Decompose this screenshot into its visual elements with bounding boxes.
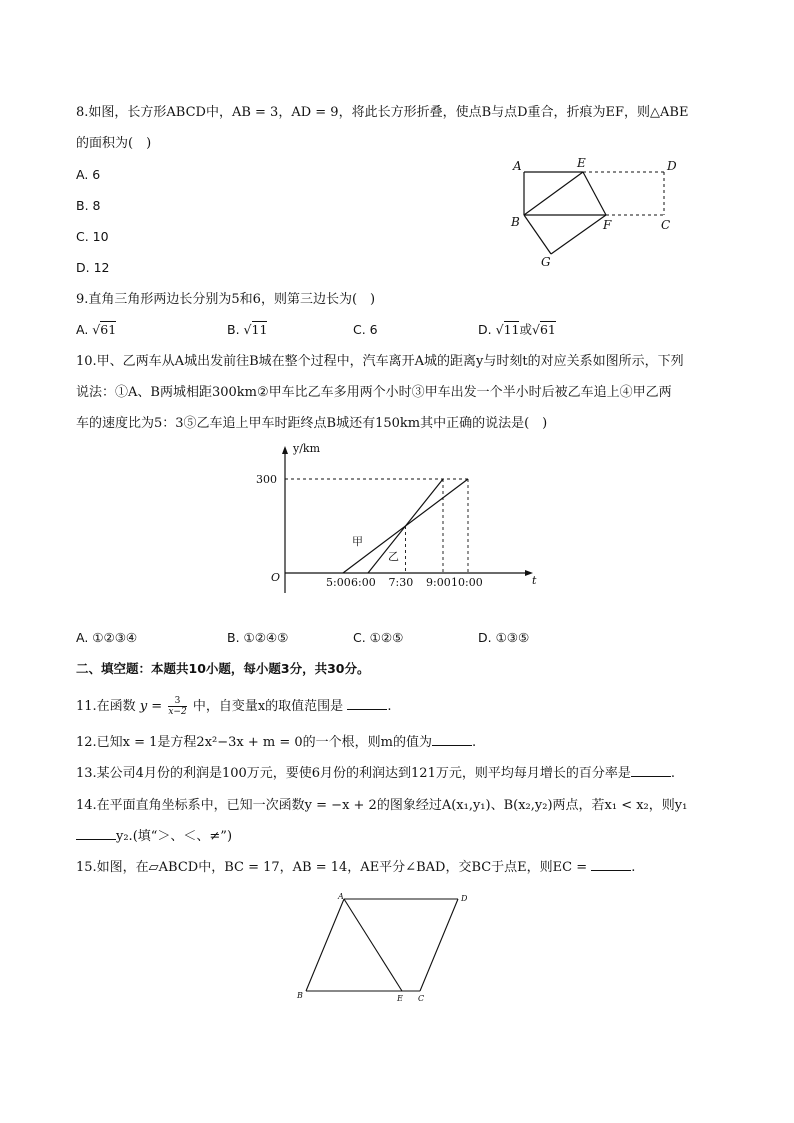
x-tick-730: 7:30: [388, 576, 414, 589]
q13-period: .: [670, 766, 675, 781]
q14-answer-blank[interactable]: [76, 827, 116, 840]
q8-option-d: D. 12: [76, 260, 110, 275]
segment-dc: [420, 899, 458, 991]
label-b: B: [511, 215, 520, 229]
x-tick-500: 5:00: [326, 576, 351, 589]
label-f: F: [603, 218, 612, 232]
q11-period: .: [387, 699, 392, 714]
q11-suffix: 中，自变量x的取值范围是: [192, 699, 344, 714]
y-axis-arrow: [282, 446, 288, 454]
x-tick-900: 9:00: [426, 576, 451, 589]
label-e: E: [397, 994, 403, 1003]
q15-period: .: [631, 860, 636, 875]
q15: [76, 858, 635, 878]
q8-option-a: A. 6: [76, 167, 101, 182]
q15-text: 15.如图，在▱ABCD中，BC = 17，AB = 14，AE平分∠BAD，交BC于点E，则EC =: [76, 860, 588, 875]
q10-option-a: A. ①②③④: [76, 630, 138, 645]
q9-option-a-letter: A.: [76, 322, 89, 337]
x-tick-1000: 10:00: [451, 576, 483, 589]
q11-numerator: 3: [168, 696, 186, 707]
q10-stem-line1: 10.甲、乙两车从A城出发前往B城在整个过程中，汽车离开A城的距离y与时刻t的对应关系如图所示，下列: [76, 354, 684, 369]
q10-option-d: D. ①③⑤: [478, 630, 530, 645]
q14-hint: y₂.(填“＞、＜、≠”): [116, 829, 233, 844]
segment-ae: [344, 899, 402, 991]
segment-ef: [583, 172, 606, 215]
q9-option-d: D. √11或√61: [478, 322, 556, 337]
q9-option-b-letter: B.: [227, 322, 240, 337]
q15-answer-blank[interactable]: [591, 858, 631, 871]
label-a: A: [338, 892, 344, 901]
segment-gf: [551, 215, 606, 254]
q9-option-a-radicand: 61: [100, 322, 117, 337]
q9-stem: 9.直角三角形两边长分别为5和6，则第三边长为( ): [76, 292, 376, 307]
section-2-heading: 二、填空题：本题共10小题，每小题3分，共30分。: [76, 661, 370, 676]
q15-parallelogram-figure: [290, 888, 480, 1008]
q9-option-d-radicand2: 61: [539, 322, 556, 337]
q9-option-d-or: 或: [519, 322, 532, 337]
q13-text: 13.某公司4月份的利润是100万元，要使6月份的利润达到121万元，则平均每月增长的百分率是: [76, 766, 631, 781]
x-tick-600: 6:00: [351, 576, 376, 589]
label-d: D: [667, 159, 677, 173]
q9-option-d-radicand1: 11: [503, 322, 520, 337]
label-b: B: [297, 991, 303, 1000]
label-e: E: [577, 156, 586, 170]
y-tick-300: 300: [256, 473, 277, 486]
x-axis-label: t: [532, 574, 537, 587]
label-d: D: [461, 894, 468, 903]
origin-label: O: [271, 571, 281, 584]
series-label-yi: 乙: [388, 550, 399, 563]
q8-option-b: B. 8: [76, 198, 101, 213]
q8-stem-line1: 8.如图，长方形ABCD中，AB = 3，AD = 9，将此长方形折叠，使点B与点D重合，折痕为EF，则△ABE: [76, 105, 689, 120]
q11-func: y =: [139, 699, 163, 714]
segment-ab: [306, 899, 344, 991]
q14-line2: [76, 827, 232, 847]
q11: [76, 696, 391, 717]
label-c: C: [418, 994, 425, 1003]
q11-fraction: [168, 696, 186, 717]
q8-option-c: C. 10: [76, 229, 109, 244]
q9-option-b: B. √11: [227, 322, 268, 337]
q12-answer-blank[interactable]: [432, 733, 472, 746]
q10-option-b: B. ①②④⑤: [227, 630, 289, 645]
series-label-jia: 甲: [352, 535, 363, 548]
q9-option-c: C. 6: [353, 322, 378, 337]
q14-line1: 14.在平面直角坐标系中，已知一次函数y = −x + 2的图象经过A(x₁,y₁)、B(x₂,y₂)两点，若x₁ < x₂，则y₁: [76, 798, 688, 813]
q9-option-d-letter: D.: [478, 322, 492, 337]
q8-rectangle-fold-figure: [500, 150, 690, 275]
q10-stem-line2: 说法：①A、B两城相距300km②甲车比乙车多用两个小时③甲车出发一个半小时后被乙车追上④甲乙两: [76, 385, 672, 400]
q9-option-b-radicand: 11: [251, 322, 268, 337]
q13-answer-blank[interactable]: [631, 764, 671, 777]
q11-prefix: 11.在函数: [76, 699, 136, 714]
q12-period: .: [471, 735, 477, 750]
q8-stem-line2: 的面积为( ): [76, 136, 152, 151]
q9-option-a: A. √61: [76, 322, 117, 337]
q13: [76, 764, 675, 784]
label-g: G: [541, 255, 551, 269]
q10-stem-line3: 车的速度比为5：3⑤乙车追上甲车时距终点B城还有150km其中正确的说法是( ): [76, 416, 548, 431]
label-a: A: [513, 159, 522, 173]
y-axis-label: y/km: [293, 442, 321, 455]
q10-option-c: C. ①②⑤: [353, 630, 404, 645]
q11-denominator: x−2: [168, 707, 187, 717]
segment-be: [524, 172, 583, 215]
label-c: C: [661, 218, 671, 232]
segment-bg: [524, 215, 551, 254]
q10-distance-time-chart: [250, 437, 550, 597]
q12: [76, 733, 476, 753]
q12-text: 12.已知x = 1是方程2x²−3x + m = 0的一个根，则m的值为: [76, 735, 432, 750]
q11-answer-blank[interactable]: [347, 697, 387, 710]
